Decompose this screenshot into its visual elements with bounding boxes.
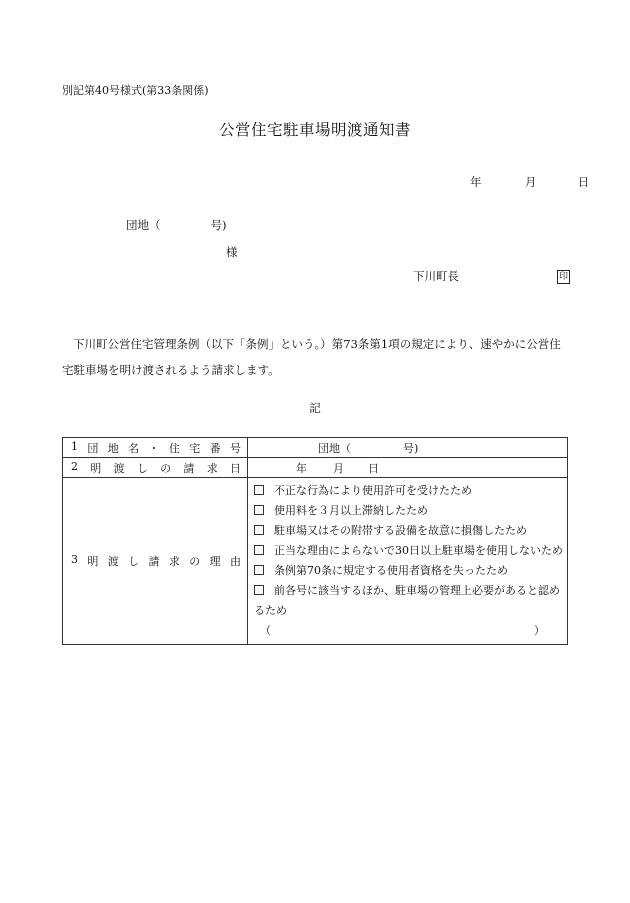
row1-danchi-close: 号) xyxy=(403,441,419,455)
paren-close: ） xyxy=(534,624,545,637)
reason-item[interactable]: 使用料を３月以上滞納したため xyxy=(254,501,563,521)
row1-danchi-open: 団地（ xyxy=(318,441,351,455)
row2-day: 日 xyxy=(368,461,379,475)
row1-label: 1 団 地 名 ・ 住 宅 番 号 xyxy=(63,438,248,458)
checkbox-icon[interactable] xyxy=(254,585,264,595)
reason-item[interactable]: 正当な理由によらないで30日以上駐車場を使用しないため xyxy=(254,541,563,561)
seal-mark: 印 xyxy=(558,272,568,282)
row2-month: 月 xyxy=(333,461,344,475)
form-number: 別記第40号様式(第33条関係) xyxy=(62,84,209,97)
row1-value[interactable] xyxy=(248,438,568,458)
reason-item[interactable]: 駐車場又はその附帯する設備を故意に損傷したため xyxy=(254,521,563,541)
addressee-danchi-close: 号) xyxy=(210,218,227,232)
reason-item[interactable]: 前各号に該当するほか、駐車場の管理上必要があると認め xyxy=(254,581,563,601)
row2-value[interactable] xyxy=(248,458,568,478)
date-day: 日 xyxy=(577,175,590,189)
addressee-danchi-open: 団地（ xyxy=(126,218,161,232)
checkbox-icon[interactable] xyxy=(254,525,264,535)
date-month: 月 xyxy=(524,175,537,189)
row2-year: 年 xyxy=(296,461,307,475)
row3-label: 3 明 渡 し 請 求 の 理 由 xyxy=(63,478,248,645)
checkbox-icon[interactable] xyxy=(254,505,264,515)
other-reason-field[interactable] xyxy=(254,621,563,641)
checkbox-icon[interactable] xyxy=(254,485,264,495)
details-table xyxy=(62,437,568,645)
reason-item[interactable]: 条例第70条に規定する使用者資格を失ったため xyxy=(254,561,563,581)
row3-reasons xyxy=(248,478,568,645)
reason-item[interactable]: 不正な行為により使用許可を受けたため xyxy=(254,481,563,501)
ki-heading: 記 xyxy=(309,401,321,415)
issue-date xyxy=(470,176,589,190)
reason-item-continued: るため xyxy=(254,604,287,617)
checkbox-icon[interactable] xyxy=(254,545,264,555)
checkbox-icon[interactable] xyxy=(254,565,264,575)
table-row xyxy=(63,458,568,478)
date-year: 年 xyxy=(470,175,482,189)
table-row xyxy=(63,478,568,645)
table-row xyxy=(63,438,568,458)
addressee-danchi xyxy=(126,219,227,233)
issuer-title: 下川町長 xyxy=(413,269,459,283)
paren-open: （ xyxy=(260,624,271,637)
document-title: 公営住宅駐車場明渡通知書 xyxy=(218,121,411,139)
addressee-honorific: 様 xyxy=(226,245,238,259)
notice-body: 下川町公営住宅管理条例（以下「条例」という。）第73条第1項の規定により、速やかに公営住宅駐車場を明け渡されるよう請求します。 xyxy=(62,337,561,377)
row2-label: 2 明 渡 し の 請 求 日 xyxy=(63,458,248,478)
